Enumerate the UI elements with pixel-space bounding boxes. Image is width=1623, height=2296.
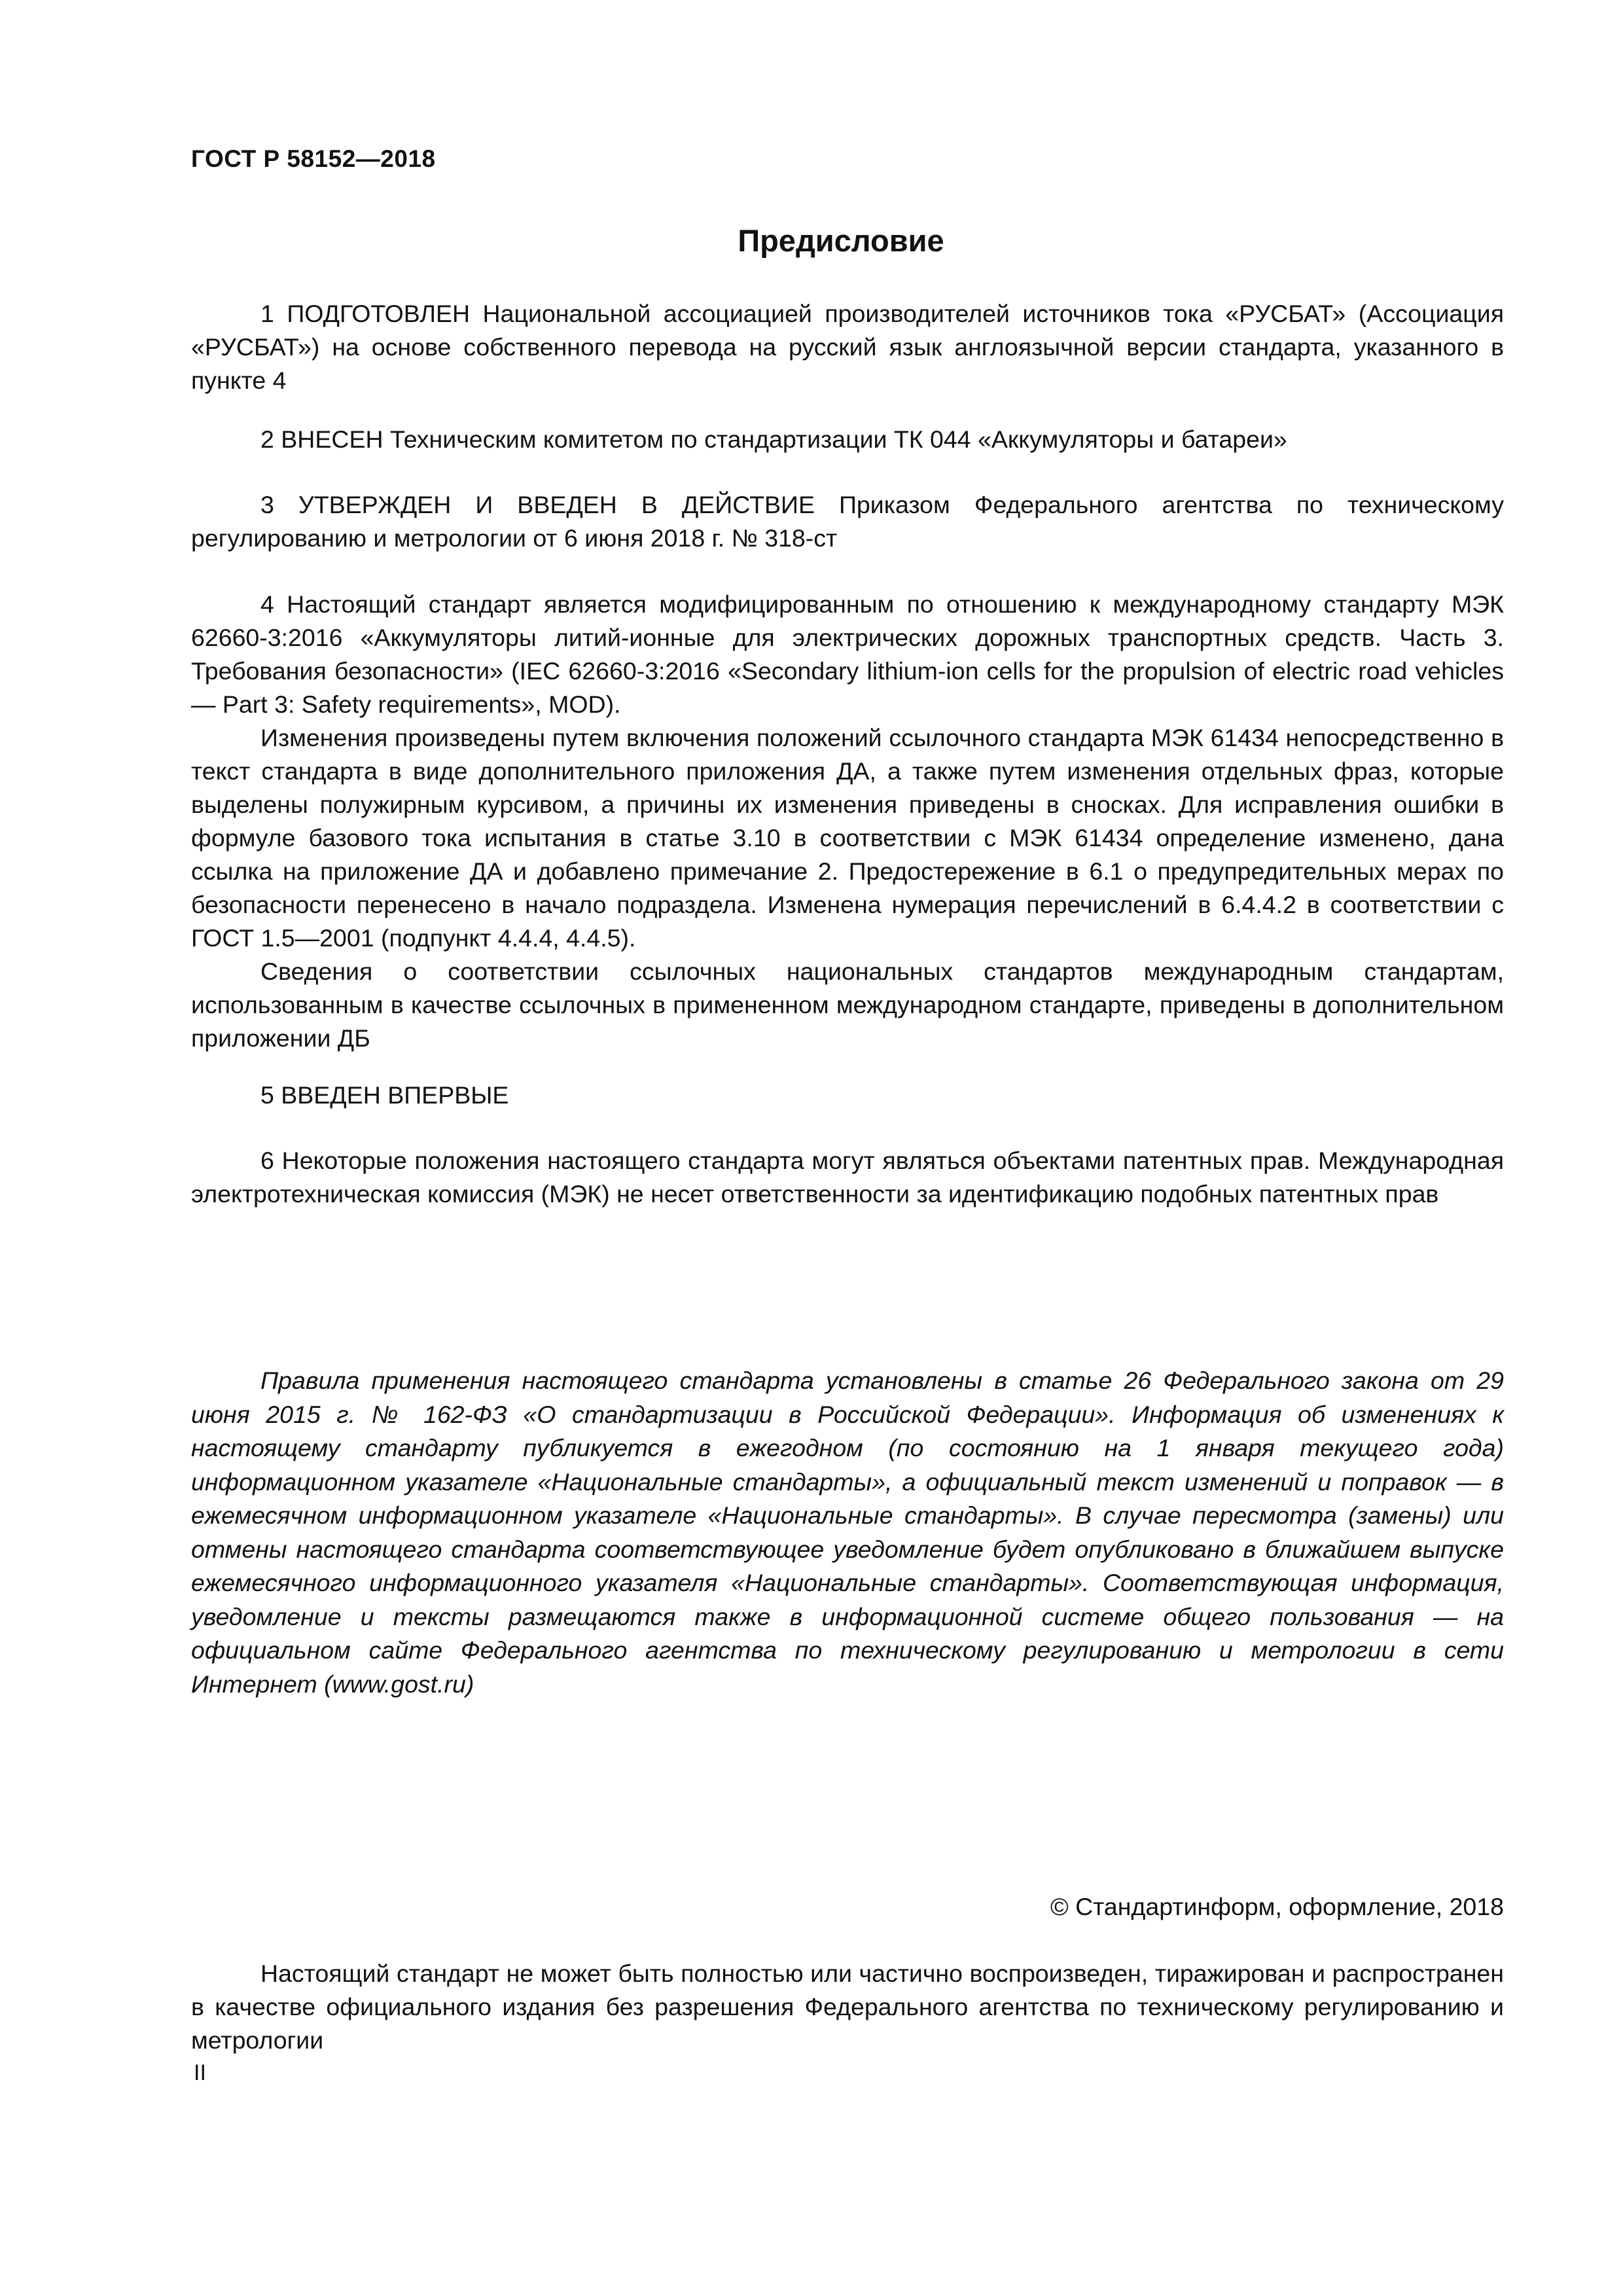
rules-note [191, 1364, 1504, 1701]
foreword-item-4 [191, 588, 1504, 1055]
reproduction-notice-text: Настоящий стандарт не может быть полностью или частично воспроизведен, тиражирован и распространен в качестве официального издания без разрешения Федерального агентства по техническому регулированию и метрологии [191, 1960, 1504, 2054]
paragraph: Изменения произведены путем включения положений ссылочного стандарта МЭК 61434 непосредственно в текст стандарта в виде дополнительного приложения ДА, а также путем изменения отдельных фраз, которые выделены полужирным курсивом, а причины их изменения приведены в сносках. Для исправления ошибки в формуле базового тока испытания в статье 3.10 в соответствии с МЭК 61434 определение изменено, дана ссылка на приложение ДА и добавлено примечание 2. Предостережение в 6.1 о предупредительных мерах по безопасности перенесено в начало подраздела. Изменена нумерация перечислений в 6.4.4.2 в соответствии с ГОСТ 1.5—2001 (подпункт 4.4.4, 4.4.5). [191, 724, 1504, 952]
paragraph: Сведения о соответствии ссылочных национальных стандартов международным стандартам, использованным в качестве ссылочных в примененном международном стандарте, приведены в дополнительном приложении ДБ [191, 958, 1504, 1052]
standard-code: ГОСТ Р 58152—2018 [191, 145, 436, 172]
page-number: II [194, 2060, 206, 2085]
paragraph: 3 УТВЕРЖДЕН И ВВЕДЕН В ДЕЙСТВИЕ Приказом Федерального агентства по техническому регулированию и метрологии от 6 июня 2018 г. № 318-ст [191, 491, 1504, 552]
foreword-item-2 [191, 423, 1504, 456]
foreword-item-5 [191, 1079, 1504, 1112]
page-title: Предисловие [738, 223, 944, 258]
paragraph: 6 Некоторые положения настоящего стандарта могут являться объектами патентных прав. Международная электротехническая комиссия (МЭК) не несет ответственности за идентификацию подобных патентных прав [191, 1147, 1504, 1208]
reproduction-notice [191, 1957, 1504, 2057]
copyright-notice: © Стандартинформ, оформление, 2018 [1050, 1893, 1504, 1920]
paragraph: 1 ПОДГОТОВЛЕН Национальной ассоциацией производителей источников тока «РУСБАТ» (Ассоциация «РУСБАТ») на основе собственного перевода на русский язык англоязычной версии стандарта, указанного в пункте 4 [191, 300, 1504, 394]
foreword-item-1 [191, 297, 1504, 397]
rules-note-text: Правила применения настоящего стандарта установлены в статье 26 Федерального закона от 29 июня 2015 г. № 162-ФЗ «О стандартизации в Российской Федерации». Информация об изменениях к настоящему стандарту публикуется в ежегодном (по состоянию на 1 января текущего года) информационном указателе «Национальные стандарты», а официальный текст изменений и поправок — в ежемесячном информационном указателе «Национальные стандарты». В случае пересмотра (замены) или отмены настоящего стандарта соответствующее уведомление будет опубликовано в ближайшем выпуске ежемесячного информационного указателя «Национальные стандарты». Соответствующая информация, уведомление и тексты размещаются также в информационной системе общего пользования — на официальном сайте Федерального агентства по техническому регулированию и метрологии в сети Интернет (www.gost.ru) [191, 1367, 1504, 1698]
foreword-item-3 [191, 488, 1504, 555]
paragraph: 5 ВВЕДЕН ВПЕРВЫЕ [260, 1081, 509, 1109]
foreword-item-6 [191, 1144, 1504, 1211]
paragraph: 4 Настоящий стандарт является модифицированным по отношению к международному стандарту МЭК 62660-3:2016 «Аккумуляторы литий-ионные для электрических дорожных транспортных средств. Часть 3. Требования безопасности» (IEC 62660-3:2016 «Secondary lithium-ion cells for the propulsion of electric road vehicles — Part 3: Safety requirements», MOD). [191, 590, 1504, 718]
paragraph: 2 ВНЕСЕН Техническим комитетом по стандартизации ТК 044 «Аккумуляторы и батареи» [260, 425, 1287, 453]
